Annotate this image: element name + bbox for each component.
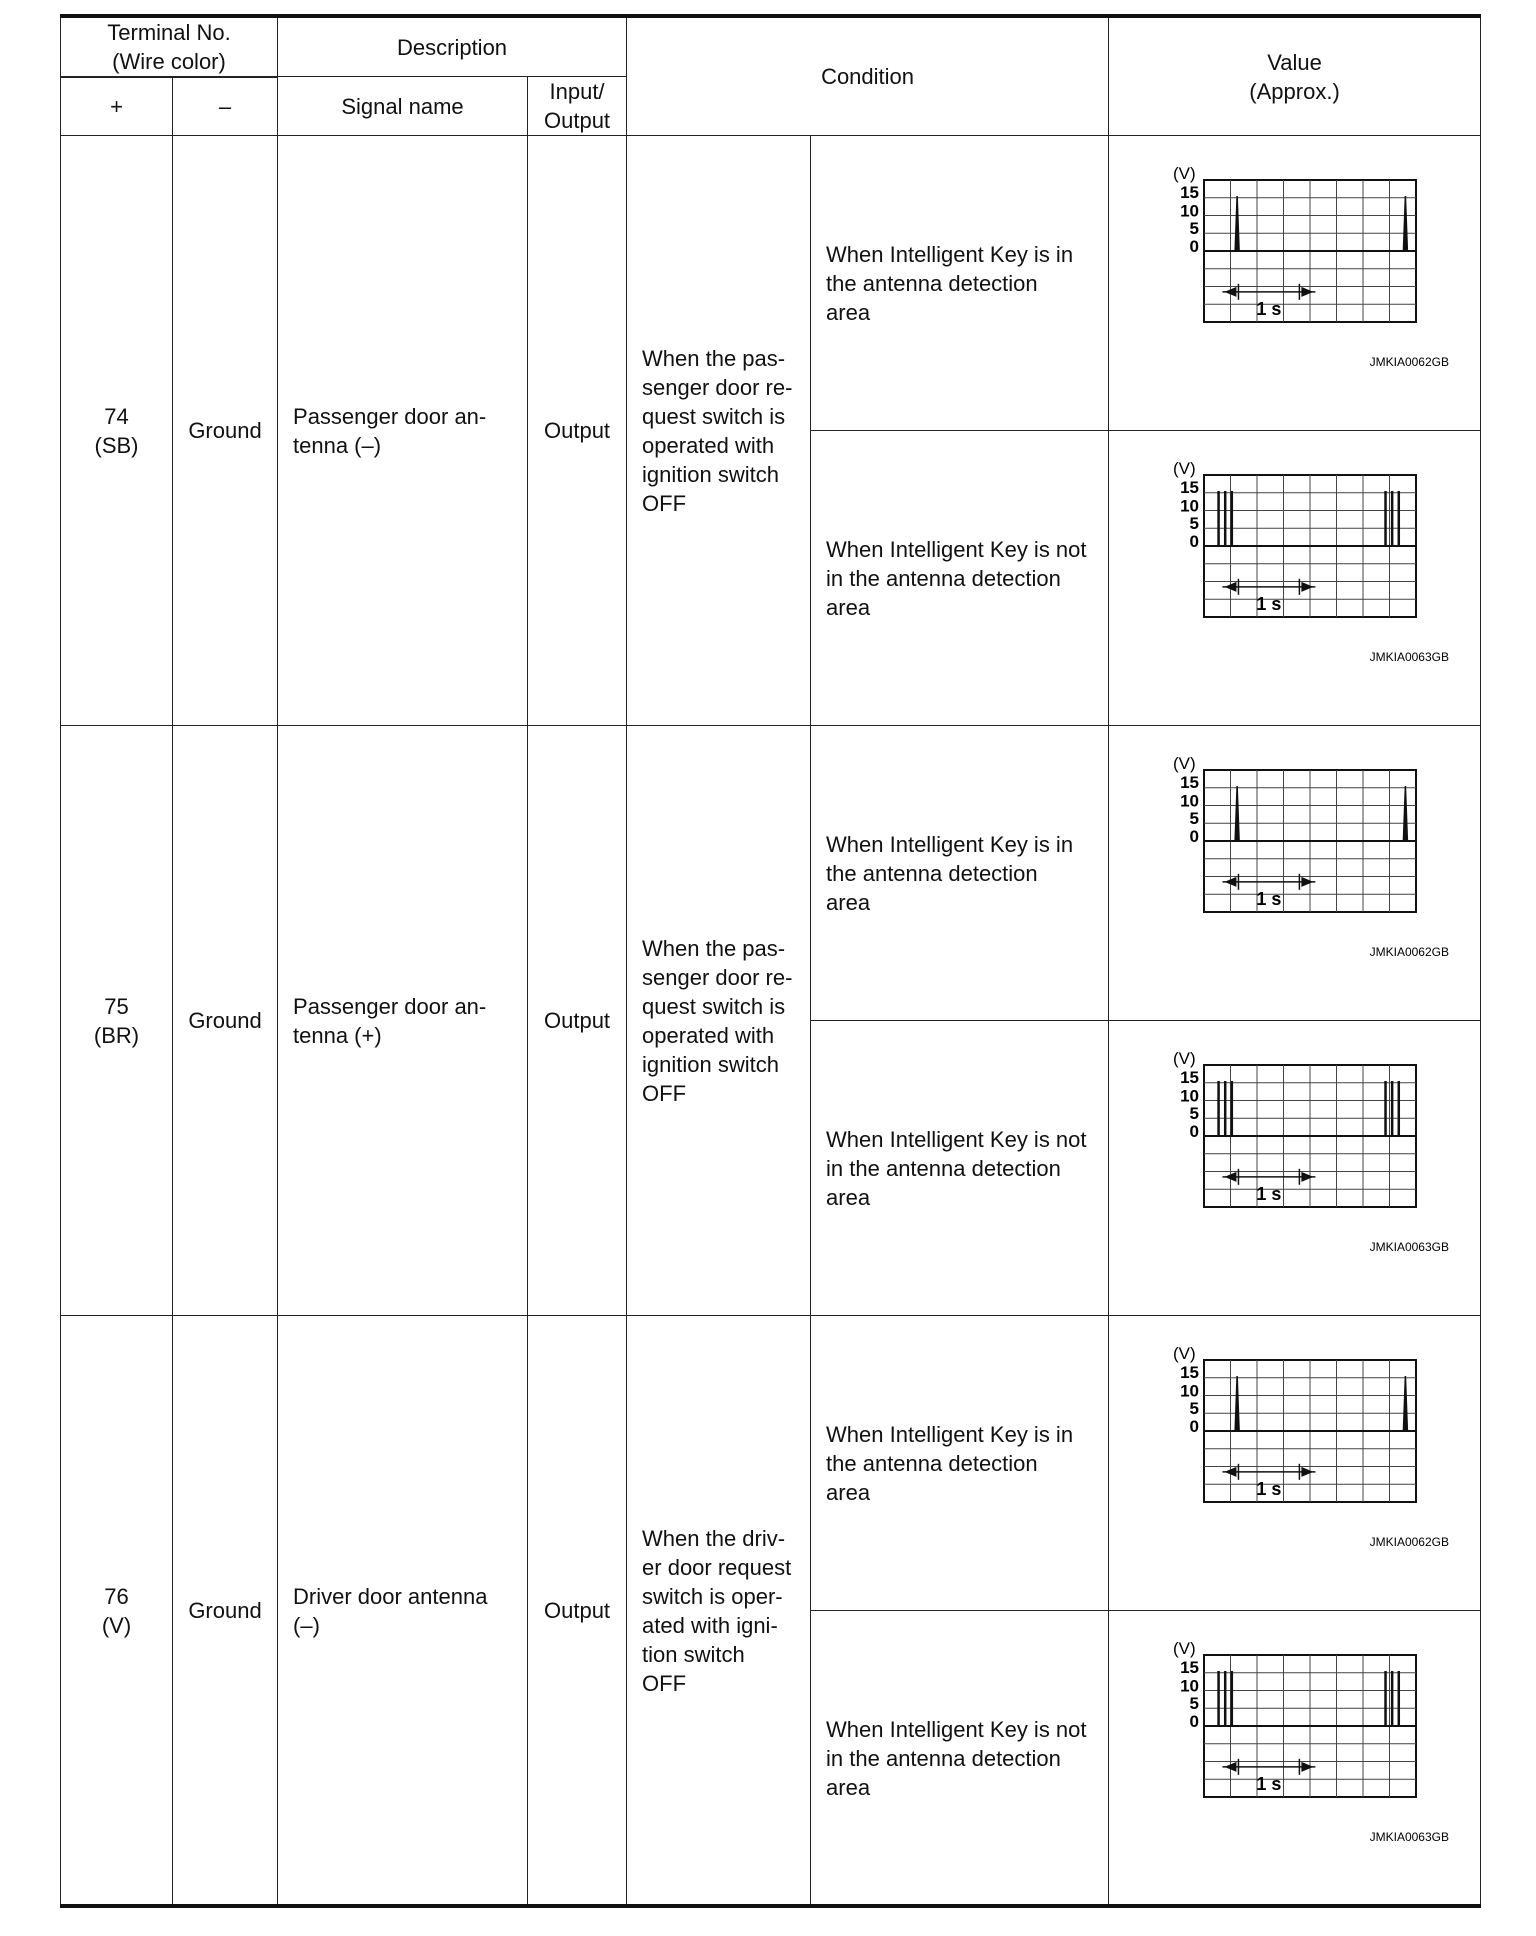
time-marker-arrow-left <box>1301 1172 1313 1182</box>
scope-y-unit: (V) <box>1173 754 1196 773</box>
scope-y-unit: (V) <box>1173 1049 1196 1068</box>
sub-condition-text: When Intelligent Key is in the antenna detection area <box>811 136 1109 431</box>
sub-condition-text: When Intelligent Key is not in the antenna detection area <box>811 1611 1109 1906</box>
time-marker-label: 1 s <box>1256 298 1282 319</box>
waveform-pulse <box>1235 196 1239 251</box>
signal-name: Passenger door an- tenna (+) <box>278 726 528 1316</box>
time-marker-arrow-left <box>1301 287 1313 297</box>
scope-y-unit: (V) <box>1173 164 1196 183</box>
scope-y-tick: 15 <box>1180 182 1200 202</box>
scope-y-tick: 5 <box>1189 809 1200 829</box>
condition-text: When the pas- senger door re- quest switch is operated with ignition switch OFF <box>627 136 811 726</box>
time-marker-arrow-left <box>1301 582 1313 592</box>
value-waveform-cell <box>1109 1021 1481 1316</box>
oscilloscope-waveform <box>1109 1611 1481 1905</box>
header-plus: + <box>61 78 173 136</box>
scope-y-tick: 10 <box>1180 496 1200 516</box>
header-minus: – <box>173 78 278 136</box>
waveform-pulse <box>1403 1376 1407 1431</box>
value-waveform-cell <box>1109 726 1481 1021</box>
scope-y-tick: 15 <box>1180 477 1200 497</box>
scope-y-tick: 15 <box>1180 1362 1200 1382</box>
scope-y-tick: 15 <box>1180 1657 1200 1677</box>
condition-text: When the driv- er door request switch is oper- ated with igni- tion switch OFF <box>627 1316 811 1906</box>
time-marker-arrow-left <box>1301 1762 1313 1772</box>
table-row <box>61 136 1481 431</box>
terminal-number: 75 (BR) <box>61 726 173 1316</box>
scope-y-tick: 0 <box>1189 1711 1200 1731</box>
figure-code: JMKIA0062GB <box>1369 1535 1450 1549</box>
scope-y-tick: 0 <box>1189 531 1200 551</box>
scope-y-tick: 0 <box>1189 1121 1200 1141</box>
sub-condition-text: When Intelligent Key is in the antenna detection area <box>811 726 1109 1021</box>
terminal-table <box>60 14 1481 1906</box>
value-waveform-cell <box>1109 136 1481 431</box>
oscilloscope-waveform <box>1109 136 1481 430</box>
figure-code: JMKIA0063GB <box>1369 650 1450 664</box>
header-signal-name: Signal name <box>278 77 528 136</box>
figure-code: JMKIA0062GB <box>1369 355 1450 369</box>
figure-code: JMKIA0063GB <box>1369 1240 1450 1254</box>
signal-name: Driver door antenna (–) <box>278 1316 528 1906</box>
scope-y-unit: (V) <box>1173 1344 1196 1363</box>
scope-y-tick: 10 <box>1180 1086 1200 1106</box>
scope-y-tick: 5 <box>1189 219 1200 239</box>
oscilloscope-waveform <box>1109 1316 1481 1610</box>
time-marker-label: 1 s <box>1256 593 1282 614</box>
sub-condition-text: When Intelligent Key is not in the antenna detection area <box>811 431 1109 726</box>
value-waveform-cell <box>1109 431 1481 726</box>
sub-condition-text: When Intelligent Key is in the antenna detection area <box>811 1316 1109 1611</box>
header-condition: Condition <box>627 16 1109 136</box>
oscilloscope-waveform <box>1109 431 1481 725</box>
figure-code: JMKIA0062GB <box>1369 945 1450 959</box>
time-marker-label: 1 s <box>1256 1478 1282 1499</box>
scope-y-tick: 5 <box>1189 1399 1200 1419</box>
sub-condition-text: When Intelligent Key is not in the antenna detection area <box>811 1021 1109 1316</box>
waveform-pulse <box>1403 196 1407 251</box>
input-output: Output <box>528 1316 627 1906</box>
waveform-pulse <box>1235 786 1239 841</box>
value-waveform-cell <box>1109 1611 1481 1906</box>
scope-y-unit: (V) <box>1173 459 1196 478</box>
signal-name: Passenger door an- tenna (–) <box>278 136 528 726</box>
scope-y-tick: 0 <box>1189 826 1200 846</box>
wire-minus-ground: Ground <box>173 1316 278 1906</box>
header-terminal-no: Terminal No. (Wire color) <box>61 16 278 77</box>
figure-code: JMKIA0063GB <box>1369 1830 1450 1844</box>
scope-y-tick: 15 <box>1180 1067 1200 1087</box>
terminal-number: 76 (V) <box>61 1316 173 1906</box>
table-row <box>61 1316 1481 1611</box>
scope-y-tick: 10 <box>1180 201 1200 221</box>
input-output: Output <box>528 726 627 1316</box>
time-marker-label: 1 s <box>1256 1773 1282 1794</box>
scope-y-tick: 5 <box>1189 514 1200 534</box>
wire-minus-ground: Ground <box>173 726 278 1316</box>
scope-y-tick: 5 <box>1189 1694 1200 1714</box>
input-output: Output <box>528 136 627 726</box>
time-marker-arrow-left <box>1301 1467 1313 1477</box>
table-bottom-rule <box>60 1904 1481 1908</box>
waveform-pulse <box>1403 786 1407 841</box>
terminal-number: 74 (SB) <box>61 136 173 726</box>
scope-y-tick: 5 <box>1189 1104 1200 1124</box>
time-marker-label: 1 s <box>1256 888 1282 909</box>
header-description: Description <box>278 16 627 77</box>
header-value: Value (Approx.) <box>1109 16 1481 136</box>
value-waveform-cell <box>1109 1316 1481 1611</box>
scope-y-tick: 10 <box>1180 791 1200 811</box>
scope-y-tick: 10 <box>1180 1676 1200 1696</box>
condition-text: When the pas- senger door re- quest switch is operated with ignition switch OFF <box>627 726 811 1316</box>
oscilloscope-waveform <box>1109 726 1481 1020</box>
time-marker-label: 1 s <box>1256 1183 1282 1204</box>
scope-y-tick: 0 <box>1189 236 1200 256</box>
waveform-pulse <box>1235 1376 1239 1431</box>
scope-y-unit: (V) <box>1173 1639 1196 1658</box>
time-marker-arrow-left <box>1301 877 1313 887</box>
wire-minus-ground: Ground <box>173 136 278 726</box>
table-row <box>61 726 1481 1021</box>
scope-y-tick: 15 <box>1180 772 1200 792</box>
header-input-output: Input/ Output <box>528 77 627 136</box>
scope-y-tick: 10 <box>1180 1381 1200 1401</box>
oscilloscope-waveform <box>1109 1021 1481 1315</box>
scope-y-tick: 0 <box>1189 1416 1200 1436</box>
